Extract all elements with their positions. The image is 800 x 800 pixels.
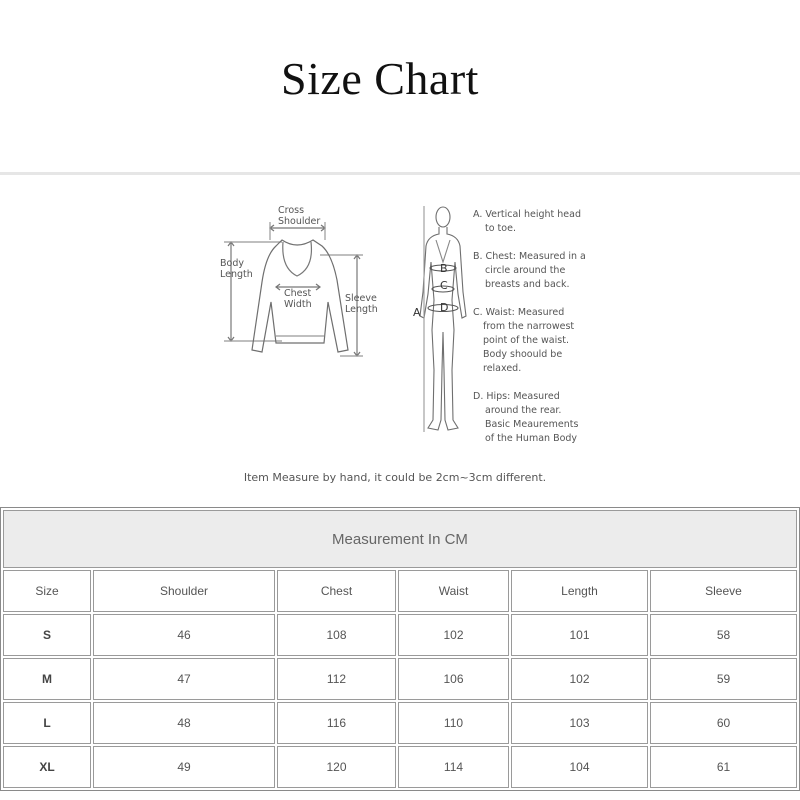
- note-c-line3: point of the waist.: [483, 335, 569, 346]
- measurement-notes: [473, 209, 586, 444]
- note-c-line1: C. Waist: Measured: [473, 307, 565, 318]
- figure-letter-d: D: [440, 301, 449, 314]
- measurement-diagram: [0, 178, 800, 458]
- note-c-line5: relaxed.: [483, 363, 522, 374]
- note-d-line4: of the Human Body: [485, 433, 578, 444]
- header-length: Length: [511, 570, 648, 612]
- divider: [0, 172, 800, 175]
- note-a-line2: to toe.: [485, 223, 516, 234]
- page-title: Size Chart: [281, 53, 479, 104]
- sleeve-cell: 60: [650, 702, 797, 744]
- header-waist: Waist: [398, 570, 509, 612]
- chest-cell: 120: [277, 746, 396, 788]
- size-cell: S: [3, 614, 91, 656]
- measurement-disclaimer: Item Measure by hand, it could be 2cm~3cm different.: [243, 471, 547, 484]
- sleeve-length-label-line2: Length: [345, 304, 378, 315]
- note-c-line4: Body shoould be: [483, 349, 563, 360]
- note-b-line3: breasts and back.: [485, 279, 570, 290]
- cross-shoulder-label-line1: Cross: [278, 205, 305, 216]
- waist-cell: 102: [398, 614, 509, 656]
- size-cell: XL: [3, 746, 91, 788]
- note-b-line2: circle around the: [485, 265, 566, 276]
- cross-shoulder-label-line2: Shoulder: [278, 216, 321, 227]
- sleeve-cell: 58: [650, 614, 797, 656]
- length-cell: 104: [511, 746, 648, 788]
- note-b-line1: B. Chest: Measured in a: [473, 251, 586, 262]
- note-d-line3: Basic Meaurements: [485, 419, 579, 430]
- waist-cell: 110: [398, 702, 509, 744]
- shoulder-cell: 48: [93, 702, 275, 744]
- table-caption-row: [3, 510, 797, 568]
- figure-letter-c: C: [440, 279, 448, 292]
- table-row: [3, 746, 797, 788]
- note-a-line1: A. Vertical height head: [473, 209, 581, 220]
- chest-cell: 116: [277, 702, 396, 744]
- shoulder-cell: 49: [93, 746, 275, 788]
- sleeve-cell: 61: [650, 746, 797, 788]
- body-length-label-line1: Body: [220, 258, 244, 269]
- note-d-line2: around the rear.: [485, 405, 562, 416]
- length-cell: 101: [511, 614, 648, 656]
- size-cell: M: [3, 658, 91, 700]
- header-sleeve: Sleeve: [650, 570, 797, 612]
- body-figure-illustration: [420, 206, 466, 432]
- chest-width-label-line2: Width: [284, 299, 312, 310]
- size-cell: L: [3, 702, 91, 744]
- figure-letter-a: A: [413, 306, 421, 319]
- chest-cell: 112: [277, 658, 396, 700]
- note-c-line2: from the narrowest: [483, 321, 575, 332]
- figure-letter-b: B: [440, 262, 448, 275]
- length-cell: 103: [511, 702, 648, 744]
- header-chest: Chest: [277, 570, 396, 612]
- sleeve-length-label-line1: Sleeve: [345, 293, 377, 304]
- table-row: [3, 614, 797, 656]
- body-length-label-line2: Length: [220, 269, 253, 280]
- table-caption: Measurement In CM: [3, 510, 797, 568]
- chest-width-label-line1: Chest: [284, 288, 312, 299]
- length-cell: 102: [511, 658, 648, 700]
- waist-cell: 114: [398, 746, 509, 788]
- sleeve-cell: 59: [650, 658, 797, 700]
- size-table: [0, 507, 800, 791]
- waist-cell: 106: [398, 658, 509, 700]
- table-row: [3, 658, 797, 700]
- header-size: Size: [3, 570, 91, 612]
- header-shoulder: Shoulder: [93, 570, 275, 612]
- table-row: [3, 702, 797, 744]
- table-header-row: [3, 570, 797, 612]
- shoulder-cell: 46: [93, 614, 275, 656]
- chest-cell: 108: [277, 614, 396, 656]
- note-d-line1: D. Hips: Measured: [473, 391, 560, 402]
- shoulder-cell: 47: [93, 658, 275, 700]
